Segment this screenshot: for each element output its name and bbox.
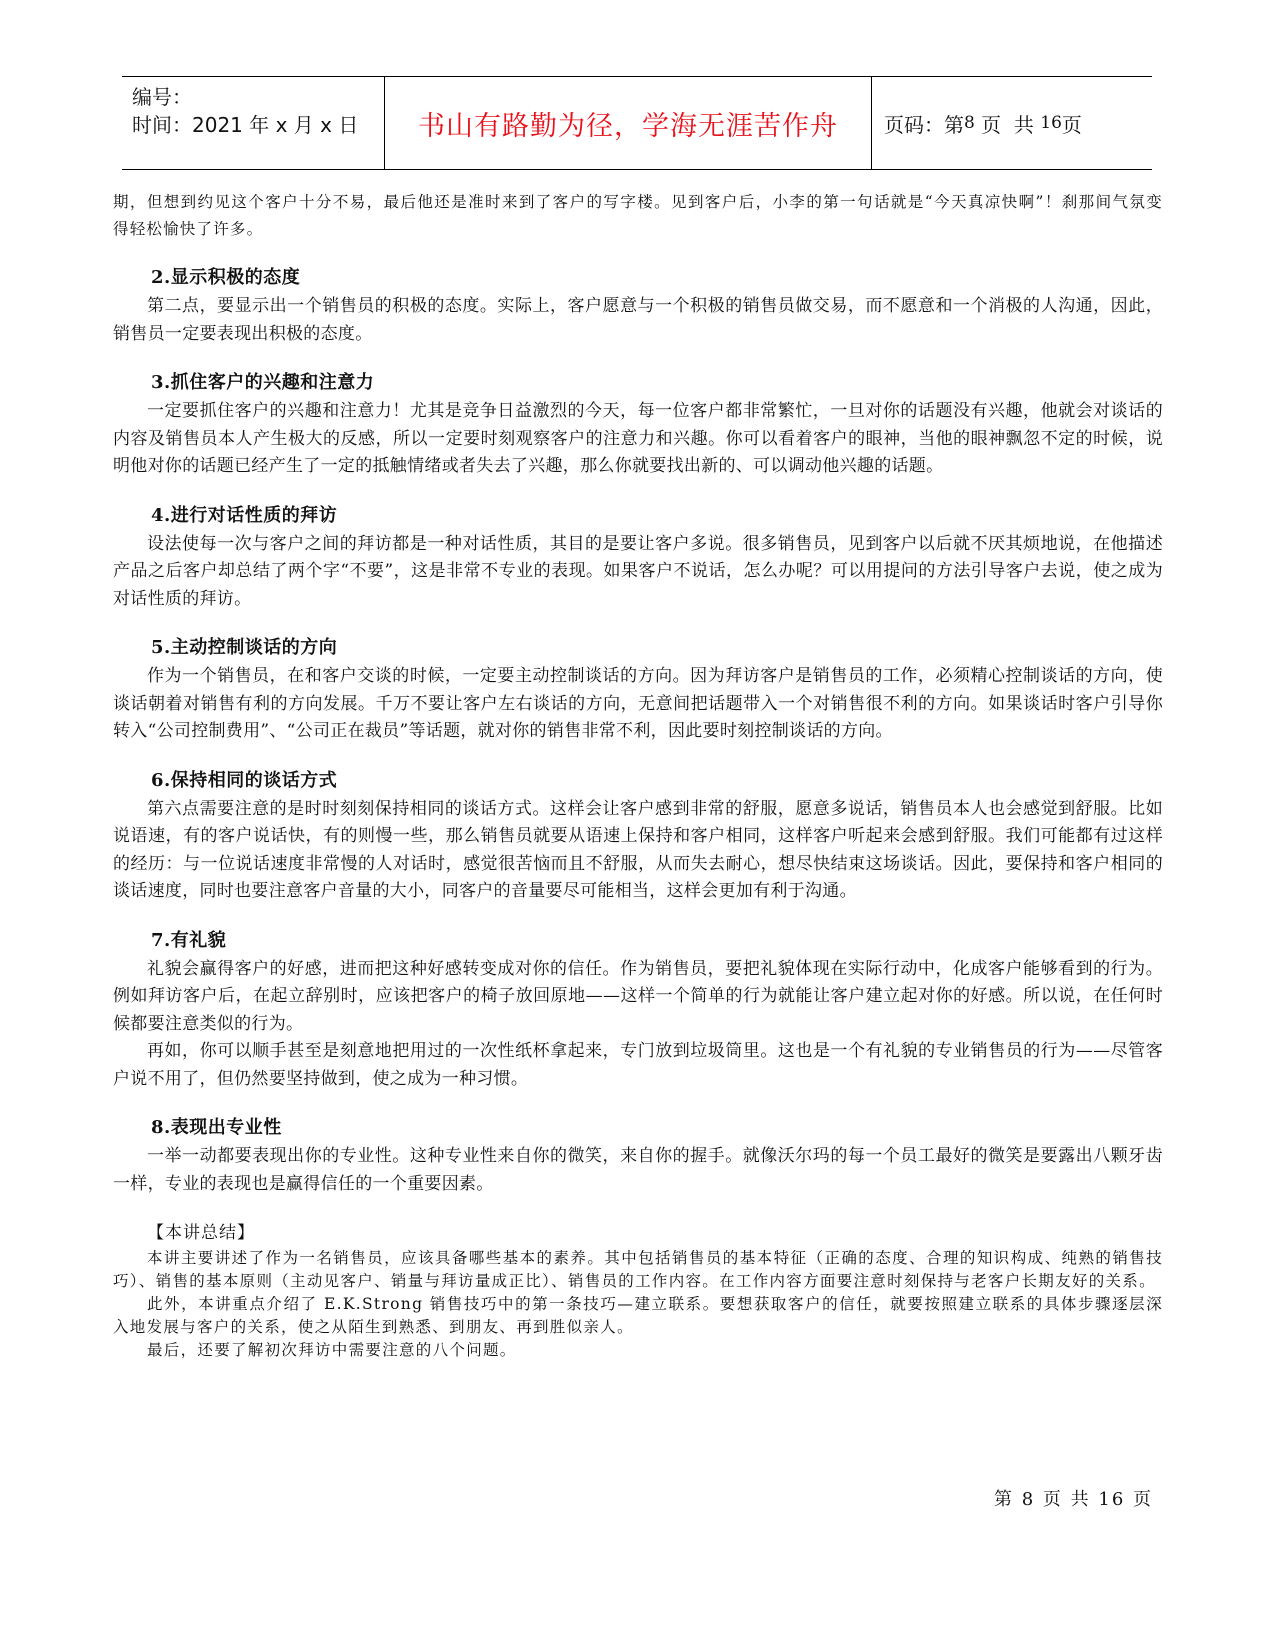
section (113, 633, 1163, 746)
page-total: 16 (1040, 113, 1062, 133)
section-title: 3.抓住客户的兴趣和注意力 (151, 372, 375, 393)
section-title: 4.进行对话性质的拜访 (151, 504, 338, 526)
time-label: 时间：2021 年 x 月 x 日 (132, 113, 359, 137)
header-info-cell (122, 77, 384, 169)
section-paragraph: 第六点需要注意的是时时刻刻保持相同的谈话方式。这样会让客户感到非常的舒服，愿意多说话，销售员本人也会感觉到舒服。比如说语速，有的客户说话快，有的则慢一些，那么销售员就要从语速上保持和客户相同，这样客户听起来会感到舒服。我们可能都有过这样的经历：与一位说话速度非常慢的人对话时，感觉很苦恼而且不舒服，从而失去耐心，想尽快结束这场谈话。因此，要保持和客户相同的谈话速度，同时也要注意客户音量的大小，同客户的音量要尽可能相当，这样会更加有利于沟通。 (113, 798, 1163, 901)
summary-block (113, 1220, 1163, 1362)
section-paragraph: 礼貌会赢得客户的好感，进而把这种好感转变成对你的信任。作为销售员，要把礼貌体现在实际行动中，化成客户能够看到的行为。例如拜访客户后，在起立辞别时，应该把客户的椅子放回原地——这样一个简单的行为就能让客户建立起对你的好感。所以说，在任何时候都要注意类似的行为。 (113, 958, 1163, 1034)
section (113, 501, 1163, 614)
section-title: 8.表现出专业性 (151, 1117, 282, 1138)
page-current: 8 (964, 113, 975, 133)
page-label-mid: 页 共 (974, 112, 1041, 137)
sections-container (113, 263, 1163, 1198)
section-title: 6.保持相同的谈话方式 (151, 769, 338, 791)
serial-label: 编号： (132, 85, 192, 109)
section (113, 766, 1163, 906)
section (113, 263, 1163, 348)
page-footer: 第 8 页 共 16 页 (994, 1489, 1153, 1510)
section (113, 1113, 1163, 1198)
section-title: 7.有礼貌 (151, 929, 227, 951)
motto: 书山有路勤为径，学海无涯苦作舟 (418, 110, 838, 142)
summary-paragraph: 本讲主要讲述了作为一名销售员，应该具备哪些基本的素养。其中包括销售员的基本特征（正确的态度、合理的知识构成、纯熟的销售技巧）、销售的基本原则（主动见客户、销量与拜访量成正比）、销售员的工作内容。在工作内容方面要注意时刻保持与老客户长期友好的关系。 (113, 1249, 1163, 1290)
summary-title: 【本讲总结】 (147, 1223, 255, 1243)
summary-paragraphs (113, 1247, 1163, 1362)
section (113, 926, 1163, 1094)
page-label-prefix: 页码：第 (884, 112, 964, 137)
section-paragraph: 再如，你可以顺手甚至是刻意地把用过的一次性纸杯拿起来，专门放到垃圾筒里。这也是一个有礼貌的专业销售员的行为——尽管客户说不用了，但仍然要坚持做到，使之成为一种习惯。 (113, 1041, 1163, 1089)
document-body (113, 189, 1163, 1362)
section-paragraph: 一举一动都要表现出你的专业性。这种专业性来自你的微笑，来自你的握手。就像沃尔玛的每一个员工最好的微笑是要露出八颗牙齿一样，专业的表现也是赢得信任的一个重要因素。 (113, 1146, 1163, 1194)
section-title: 2.显示积极的态度 (151, 267, 301, 288)
intro-paragraph: 期，但想到约见这个客户十分不易，最后他还是准时来到了客户的写字楼。见到客户后，小李的第一句话就是“今天真凉快啊”！刹那间气氛变得轻松愉快了许多。 (113, 193, 1163, 238)
section (113, 368, 1163, 481)
section-title: 5.主动控制谈话的方向 (151, 637, 338, 658)
section-paragraph: 第二点，要显示出一个销售员的积极的态度。实际上，客户愿意与一个积极的销售员做交易，而不愿意和一个消极的人沟通，因此，销售员一定要表现出积极的态度。 (113, 296, 1163, 344)
section-paragraph: 设法使每一次与客户之间的拜访都是一种对话性质，其目的是要让客户多说。很多销售员，见到客户以后就不厌其烦地说，在他描述产品之后客户却总结了两个字“不要”，这是非常不专业的表现。如果客户不说话，怎么办呢？可以用提问的方法引导客户去说，使之成为对话性质的拜访。 (113, 533, 1163, 609)
section-paragraph: 作为一个销售员，在和客户交谈的时候，一定要主动控制谈话的方向。因为拜访客户是销售员的工作，必须精心控制谈话的方向，使谈话朝着对销售有利的方向发展。千万不要让客户左右谈话的方向，无意间把话题带入一个对销售很不利的方向。如果谈话时客户引导你转入“公司控制费用”、“公司正在裁员”等话题，就对你的销售非常不利，因此要时刻控制谈话的方向。 (113, 666, 1163, 741)
summary-paragraph: 最后，还要了解初次拜访中需要注意的八个问题。 (147, 1341, 517, 1359)
header-page-cell (872, 77, 1152, 169)
page-header (122, 76, 1152, 170)
header-motto-cell (384, 77, 872, 169)
summary-paragraph: 此外，本讲重点介绍了 E.K.Strong 销售技巧中的第一条技巧—建立联系。要想获取客户的信任，就要按照建立联系的具体步骤逐层深入地发展与客户的关系，使之从陌生到熟悉、到朋友、再到胜似亲人。 (113, 1295, 1163, 1336)
page-label-suffix: 页 (1061, 112, 1082, 137)
section-paragraph: 一定要抓住客户的兴趣和注意力！尤其是竞争日益激烈的今天，每一位客户都非常繁忙，一旦对你的话题没有兴趣，他就会对谈话的内容及销售员本人产生极大的反感，所以一定要时刻观察客户的注意力和兴趣。你可以看着客户的眼神，当他的眼神飘忽不定的时候，说明他对你的话题已经产生了一定的抵触情绪或者失去了兴趣，那么你就要找出新的、可以调动他兴趣的话题。 (113, 401, 1163, 476)
